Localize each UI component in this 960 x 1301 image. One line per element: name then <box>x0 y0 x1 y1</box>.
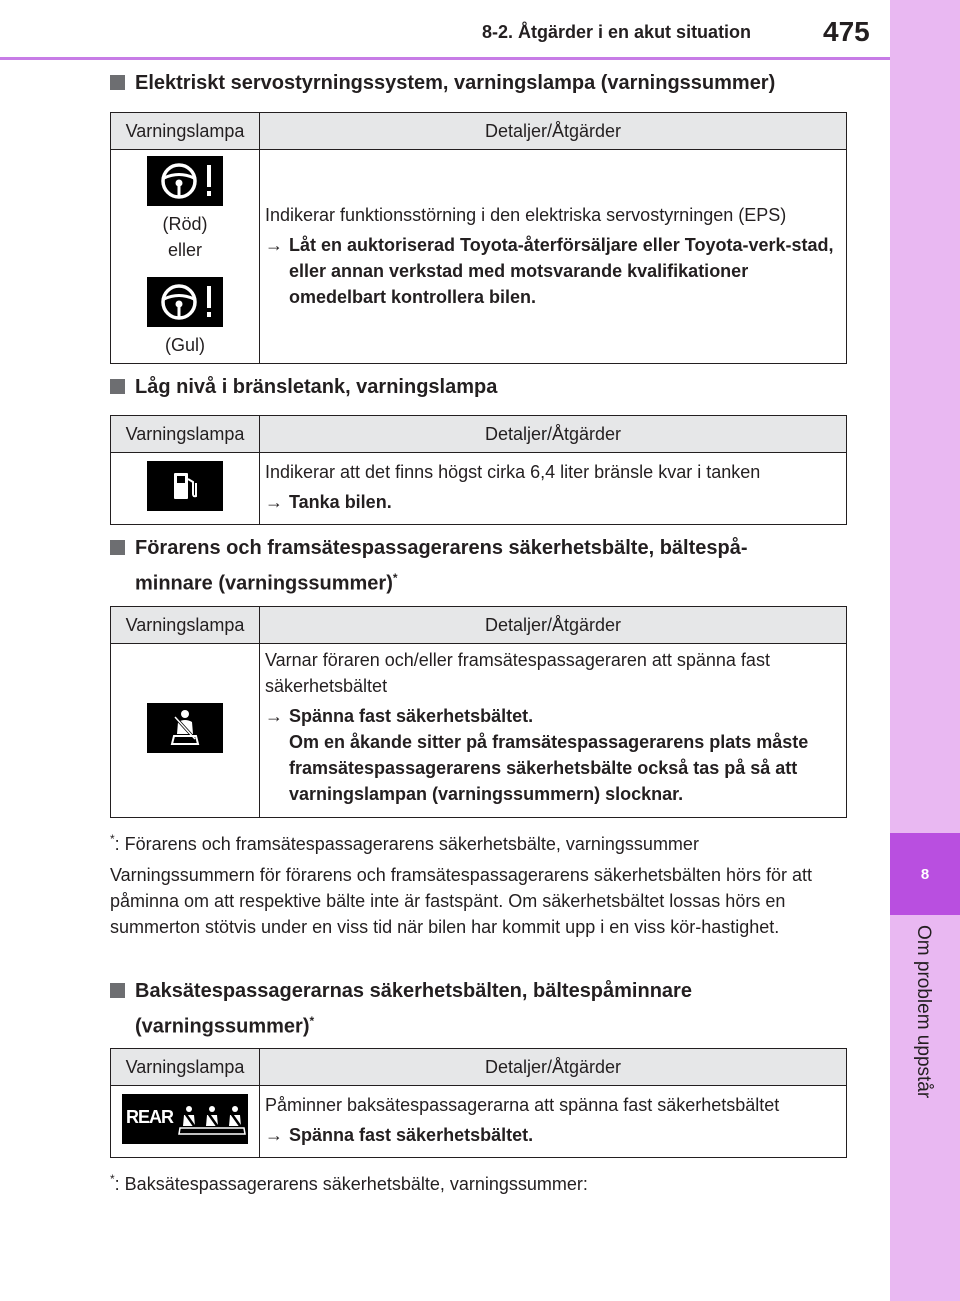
eps-lamp-cell <box>111 150 260 364</box>
seatbelt-icon <box>147 703 223 753</box>
front-belt-action-note: Om en åkande sitter på framsätespassagerarens plats måste framsätespassagerarens säkerhetsbälte också tas på så att varningslampan (varningssummern) slocknar. <box>289 732 809 804</box>
rear-belt-details-cell <box>260 1086 847 1158</box>
fuel-action: → Tanka bilen. <box>265 489 840 515</box>
eps-details-cell <box>260 150 847 364</box>
bullet-square-icon <box>110 983 125 998</box>
fuel-lamp-cell <box>111 453 260 525</box>
front-belt-warning-table <box>110 606 847 818</box>
column-header-details: Detaljer/Åtgärder <box>260 113 847 150</box>
lamp-caption-red: (Röd) <box>162 213 208 234</box>
section-heading-front-belt: Förarens och framsätespassagerarens säkerhetsbälte, bältespå- minnare (varningssummer)* <box>110 533 850 599</box>
fuel-detail-text: Indikerar att det finns högst cirka 6,4 liter bränsle kvar i tanken <box>265 461 761 482</box>
chapter-number-tab[interactable] <box>890 833 960 915</box>
footnote-rear-belt: *: Baksätespassagerarens säkerhetsbälte, varningssummer: <box>110 1172 588 1194</box>
column-header-lamp: Varningslampa <box>111 607 260 644</box>
rear-belt-warning-table <box>110 1048 847 1158</box>
header-divider <box>0 57 890 60</box>
front-belt-paragraph: Varningssummern för förarens och framsätespassagerarens säkerhetsbälten hörs för att påminna om att respektive bälte inte är fastspänt. Om säkerhetsbältet lossas hörs en summerton stötvis under en viss tid när bilen har kommit upp i en viss kör-hastighet. <box>110 865 812 937</box>
rear-belt-detail-text: Påminner baksätespassagerarna att spänna fast säkerhetsbältet <box>265 1094 780 1115</box>
section-header-title: 8-2. Åtgärder i en akut situation <box>482 22 752 42</box>
eps-detail-text: Indikerar funktionsstörning i den elektriska servostyrningen (EPS) <box>265 204 787 225</box>
arrow-icon: → <box>265 706 283 726</box>
front-belt-lamp-cell <box>111 644 260 818</box>
section-heading-eps: Elektriskt servostyrningssystem, varningslampa (varningssummer) <box>110 68 850 98</box>
column-header-details: Detaljer/Åtgärder <box>260 607 847 644</box>
steering-warning-red-icon <box>147 156 223 206</box>
eps-action: → Låt en auktoriserad Toyota-återförsäljare eller Toyota-verk-stad, eller annan verkstad med motsvarande kvalifikationer omedelbart kontrollera bilen. <box>265 232 840 310</box>
rear-seatbelt-icon <box>122 1094 248 1144</box>
arrow-icon: → <box>265 234 283 255</box>
steering-warning-yellow-icon <box>147 277 223 327</box>
column-header-details: Detaljer/Åtgärder <box>260 1049 847 1086</box>
lamp-caption-yellow: (Gul) <box>165 334 205 355</box>
rear-lamp-label: REAR <box>126 1107 174 1127</box>
column-header-details: Detaljer/Åtgärder <box>260 416 847 453</box>
rear-belt-lamp-cell <box>111 1086 260 1158</box>
lamp-caption-or: eller <box>167 239 202 260</box>
fuel-pump-icon <box>147 461 223 511</box>
fuel-details-cell <box>260 453 847 525</box>
front-belt-details-cell <box>260 644 847 818</box>
eps-warning-table <box>110 112 847 364</box>
page-number: 475 <box>823 16 870 47</box>
front-belt-action: → Spänna fast säkerhetsbältet. Om en åkande sitter på framsätespassagerarens plats måste framsätespassagerarens säkerhetsbälte också tas på så att varningslampan (varningssummern) slocknar. <box>265 703 840 807</box>
arrow-icon: → <box>265 491 283 512</box>
fuel-warning-table <box>110 415 847 525</box>
rear-belt-action: → Spänna fast säkerhetsbältet. <box>265 1122 840 1148</box>
footnote-front-belt: *: Förarens och framsätespassagerarens säkerhetsbälte, varningssummer <box>110 832 699 854</box>
chapter-number: 8 <box>920 865 930 883</box>
bullet-square-icon <box>110 75 125 90</box>
chapter-title-tab <box>890 925 960 1125</box>
column-header-lamp: Varningslampa <box>111 1049 260 1086</box>
chapter-title: Om problem uppstår <box>913 925 934 1099</box>
column-header-lamp: Varningslampa <box>111 113 260 150</box>
front-belt-detail-text: Varnar föraren och/eller framsätespassageraren att spänna fast säkerhetsbältet <box>265 650 770 696</box>
arrow-icon: → <box>265 1124 283 1145</box>
bullet-square-icon <box>110 540 125 555</box>
bullet-square-icon <box>110 379 125 394</box>
section-heading-rear-belt: Baksätespassagerarnas säkerhetsbälten, bältespåminnare (varningssummer)* <box>110 976 850 1042</box>
section-heading-fuel: Låg nivå i bränsletank, varningslampa <box>110 372 850 402</box>
column-header-lamp: Varningslampa <box>111 416 260 453</box>
